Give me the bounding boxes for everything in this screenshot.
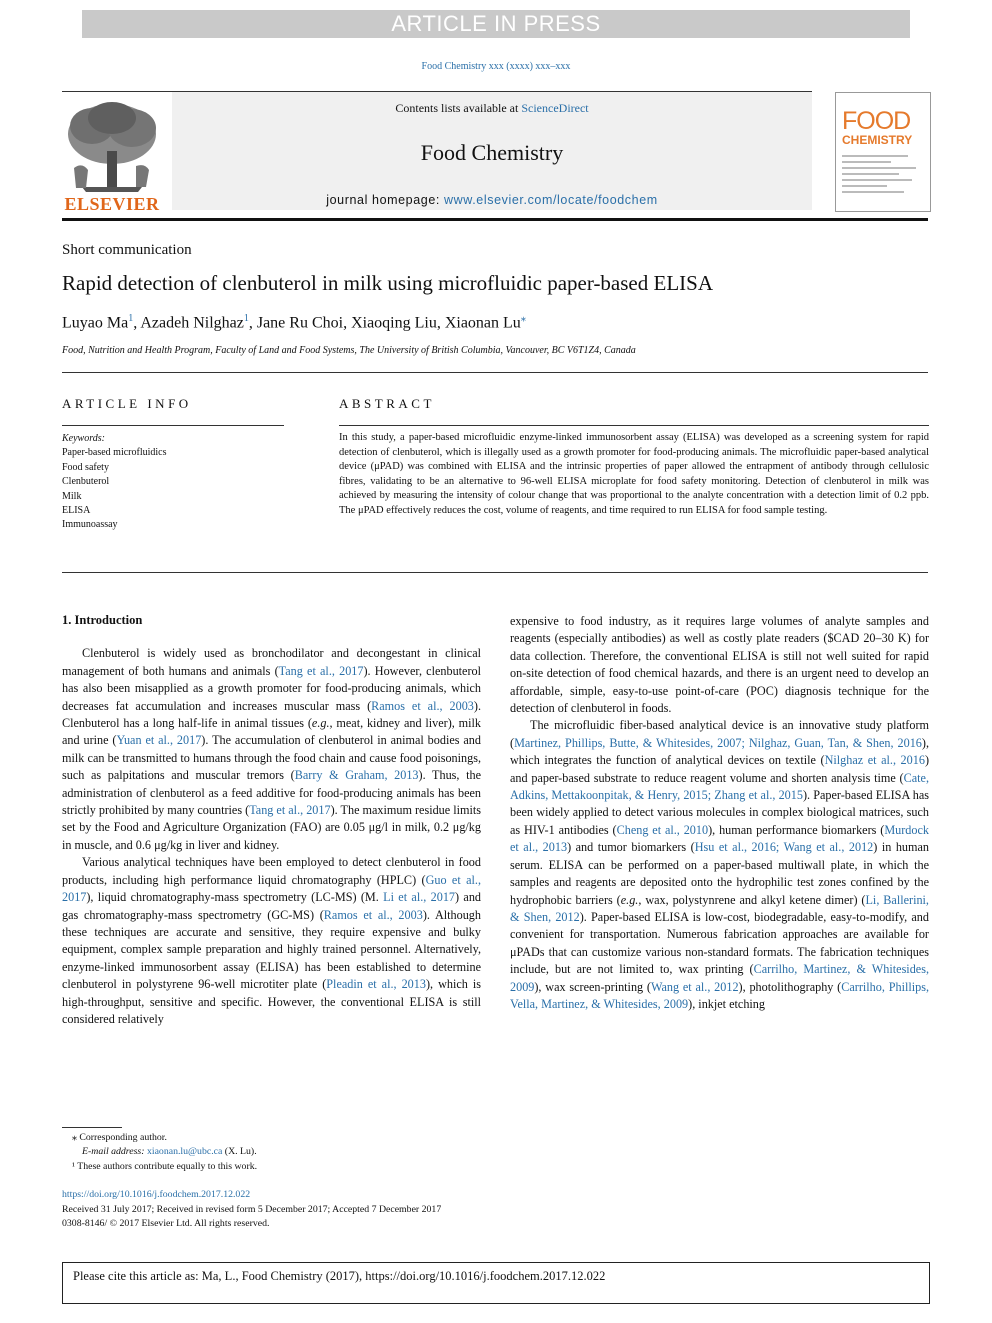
citation-link[interactable]: Yuan et al., 2017 — [116, 733, 202, 748]
cover-title-chemistry: CHEMISTRY — [842, 133, 913, 147]
author-mark[interactable]: 1 — [128, 313, 134, 324]
paragraph-text: ). Thus, the administration of clenbuterol as a feed additive for food-producing animals has been strictly prohibited by many countries ( — [62, 768, 481, 818]
paragraph-text: ) and paper-based substrate to reduce reagent volume and shorten analysis time ( — [510, 753, 929, 785]
author-separator: , — [248, 314, 257, 332]
paragraph-text: ) and tumor biomarkers ( — [567, 840, 695, 855]
article-in-press-banner: ARTICLE IN PRESS — [82, 10, 910, 38]
header-bottom-rule — [62, 218, 928, 221]
sciencedirect-link[interactable]: ScienceDirect — [521, 101, 589, 115]
paragraph-text: ). Clenbuterol has a long half-life in animal tissues ( — [62, 698, 481, 731]
citation-link[interactable]: Tang et al., 2017 — [278, 663, 364, 678]
citation-link[interactable]: Wang et al., 2012 — [650, 979, 739, 994]
homepage-link[interactable]: www.elsevier.com/locate/foodchem — [444, 193, 658, 207]
email-label: E-mail address: — [82, 1146, 145, 1158]
citation-link[interactable]: Martinez, Phillips, Butte, & Whitesides, 2007; Nilghaz, Guan, Tan, & Shen, 2016 — [514, 735, 922, 750]
paragraph-text: ). Paper-based ELISA has been widely applied to detect various molecules in complex biological matrices, such as HIV-1 antibodies ( — [510, 788, 929, 837]
paragraph-text: ) in human serum. ELISA can be performed on a paper-based multiwall plate, in which the samples and reagents are deposited onto the hydrophilic test zones confined by the hydrophobic barriers ( — [510, 840, 929, 907]
contents-prefix: Contents lists available at — [395, 101, 522, 115]
author-name[interactable]: Jane Ru Choi — [256, 314, 344, 332]
body-paragraph — [510, 613, 929, 717]
journal-reference[interactable]: Food Chemistry xxx (xxxx) xxx–xxx — [421, 61, 571, 72]
abstract-rule — [339, 425, 929, 426]
author-mark[interactable]: 1 — [243, 313, 249, 324]
italic-text: e.g., — [311, 716, 333, 731]
body-paragraph — [62, 645, 481, 854]
citation-link[interactable]: Cheng et al., 2010 — [616, 822, 709, 837]
citation-link[interactable]: Tang et al., 2017 — [249, 803, 331, 818]
footnote-rule — [62, 1127, 122, 1128]
article-type: Short communication — [62, 242, 192, 258]
author-separator: , — [133, 314, 141, 332]
citation-link[interactable]: Pleadin et al., 2013 — [326, 977, 426, 992]
email-note — [62, 1145, 257, 1159]
author-name[interactable]: Xiaoqing Liu — [351, 314, 437, 332]
italic-text: e.g., — [620, 892, 642, 907]
keyword: Immunoassay — [62, 519, 118, 531]
equal-contribution-note: ¹ These authors contribute equally to this work. — [72, 1160, 258, 1172]
contents-lists-line — [172, 101, 812, 116]
elsevier-wordmark: ELSEVIER — [64, 194, 160, 214]
paragraph-text: ). The accumulation of clenbuterol in animal bodies and milk can be transmitted to humans through the food chain and cause food poisonings, such as palpitations and muscular tremors ( — [62, 733, 481, 783]
citation-link[interactable]: Ramos et al., 2003 — [371, 698, 474, 713]
doi-link[interactable]: https://doi.org/10.1016/j.foodchem.2017.12.022 — [62, 1189, 251, 1200]
citation-link[interactable]: Barry & Graham, 2013 — [294, 768, 419, 783]
cover-title-food: FOOD — [842, 107, 911, 135]
citation-text: Please cite this article as: Ma, L., Food Chemistry (2017), https://doi.org/10.1016/j.foodchem.2017.12.022 — [73, 1269, 606, 1283]
paragraph-text: ). The maximum residue limits set by the Food and Agriculture Organization (FAO) are 0.05 μg/l in milk, 0.2 μg/kg in muscle, and 0.6 μg/kg in liver and kidney. — [62, 803, 482, 852]
author-name[interactable]: Xiaonan Lu — [444, 314, 521, 332]
abstract-heading: ABSTRACT — [339, 396, 435, 411]
body-right-column — [510, 613, 929, 1013]
paragraph-text: ), photolithography ( — [738, 979, 842, 994]
keyword: ELISA — [62, 505, 91, 517]
citation-link[interactable]: Murdock et al., 2013 — [510, 822, 929, 855]
paragraph-text: ), which is high-throughput, sensitive and specific. However, the conventional ELISA is still considered relatively — [62, 977, 482, 1026]
citation-link[interactable]: Carrilho, Martinez, & Whitesides, 2009 — [510, 962, 929, 994]
paragraph-text: expensive to food industry, as it requires large volumes of analyte samples and reagents (especially antibodies) as well as costly plate readers ($CAD 20–30 K) for data collection. Therefore, the conventional ELISA is still not well suited for rapid on-site detection of food chemical hazards, and there is an urgent need to develop an affordable, simple, easy-to-use point-of-care (POC) diagnosis technique for the detection of clenbuterol in foods. — [510, 614, 929, 716]
keyword: Clenbuterol — [62, 476, 110, 488]
author-separator: , — [343, 314, 352, 332]
paragraph-text: ), wax screen-printing ( — [534, 979, 651, 994]
article-title: Rapid detection of clenbuterol in milk using microfluidic paper-based ELISA — [62, 271, 713, 295]
author-name[interactable]: Azadeh Nilghaz — [140, 314, 244, 332]
footnotes — [62, 1131, 257, 1174]
journal-homepage-line — [172, 193, 812, 207]
author-separator: , — [436, 314, 445, 332]
paragraph-text: ). Although these techniques are accurate and sensitive, they require expensive and bulky equipment, complex sample preparation and highly trained personnel. Alternatively, enzyme-linked immunosorbent assay (ELISA) has been established to determine clenbuterol in polystyrene 96-well microtiter plate ( — [62, 907, 481, 992]
citation-box — [62, 1262, 930, 1304]
body-paragraph — [62, 854, 481, 1028]
article-info-rule — [62, 425, 284, 426]
affiliation: Food, Nutrition and Health Program, Faculty of Land and Food Systems, The University of British Columbia, Vancouver, BC V6T1Z4, Canada — [62, 345, 636, 356]
citation-link[interactable]: Nilghaz et al., 2016 — [824, 753, 925, 768]
paragraph-text: ). Paper-based ELISA is low-cost, biodegradable, easy-to-modify, and convenient for transportation. Numerous fabrication approaches are available for μPADs that can customize various non-standard formats. The fabrication techniques include, but are not limited to, wax printing ( — [510, 909, 929, 977]
citation-link[interactable]: Li, Ballerini, & Shen, 2012 — [510, 892, 929, 924]
email-link[interactable]: xiaonan.lu@ubc.ca — [146, 1146, 223, 1158]
paragraph-text: Various analytical techniques have been employed to detect clenbuterol in food products, including high performance liquid chromatography (HPLC) ( — [62, 855, 481, 887]
article-info-heading: ARTICLE INFO — [62, 396, 192, 411]
email-suffix: (X. Lu). — [222, 1146, 257, 1158]
paragraph-text: ), liquid chromatography-mass spectrometry (LC-MS) (M. — [86, 890, 384, 905]
author-name[interactable]: Luyao Ma — [62, 314, 129, 332]
paragraph-text: ), inkjet etching — [688, 996, 765, 1011]
paragraph-text: ), human performance biomarkers ( — [708, 822, 885, 837]
body-paragraph — [510, 717, 929, 1013]
paragraph-text: The microfluidic fiber-based analytical device is an innovative study platform ( — [510, 718, 929, 750]
paragraph-text: wax, polystynrene and alkyl ketene dimer) ( — [641, 892, 866, 907]
keywords-block — [62, 432, 167, 533]
homepage-prefix: journal homepage: — [326, 193, 445, 207]
paragraph-text: meat, kidney and liver), milk and urine ( — [62, 716, 481, 748]
abstract-text: In this study, a paper-based microfluidic enzyme-linked immunosorbent assay (ELISA) was developed as a screening system for rapid detection of clenbuterol, which is illegally used as a growth promoter for food-producing animals. The microfluidic paper-based analytical device (μPAD) was combined with ELISA and the intrinsic properties of paper allowed the entrapment of antibody through cellulosic fibres, validating to be an alternative to 96-well ELISA microplate for food safety monitoring. Detection of clenbuterol in milk was achieved by measuring the intensity of colour change that was proportional to the analyte concentration with a detection limit of 0.2 ppb. The μPAD effectively reduces the cost, volume of reagents, and time required to run ELISA for food sample testing. — [339, 432, 929, 516]
author-list — [62, 313, 526, 332]
title-separator-rule — [62, 372, 928, 373]
keyword: Food safety — [62, 461, 109, 473]
received-dates: Received 31 July 2017; Received in revised form 5 December 2017; Accepted 7 December 2017 — [62, 1203, 442, 1215]
section-heading: 1. Introduction — [62, 613, 143, 627]
abstract-bottom-rule — [62, 572, 928, 573]
citation-link[interactable]: Ramos et al., 2003 — [323, 907, 423, 922]
journal-title: Food Chemistry — [420, 140, 564, 165]
cover-text-lines — [842, 155, 924, 197]
publication-info — [62, 1188, 441, 1232]
copyright: 0308-8146/ © 2017 Elsevier Ltd. All rights reserved. — [62, 1218, 270, 1230]
citation-link[interactable]: Carrilho, Phillips, Vella, Martinez, & Whitesides, 2009 — [510, 979, 929, 1011]
citation-link[interactable]: Guo et al., 2017 — [62, 872, 481, 905]
citation-link[interactable]: Li et al., 2017 — [383, 890, 456, 905]
keywords-label: Keywords: — [62, 433, 105, 444]
citation-link[interactable]: Hsu et al., 2016; Wang et al., 2012 — [694, 840, 874, 855]
paragraph-text: Clenbuterol is widely used as bronchodilator and decongestant in clinical management of both humans and animals ( — [62, 646, 481, 678]
paragraph-text: ). However, clenbuterol has also been misapplied as a growth promoter for food-producing animals, which decreases fat accumulation and increases muscular mass ( — [62, 663, 482, 713]
keyword: Paper-based microfluidics — [62, 447, 167, 459]
citation-link[interactable]: Cate, Adkins, Mettakoonpitak, & Henry, 2015; Zhang et al., 2015 — [510, 770, 929, 803]
corresponding-note: ⁎ Corresponding author. — [72, 1132, 167, 1143]
author-mark[interactable]: ⁎ — [520, 313, 526, 324]
journal-cover-thumbnail — [835, 92, 931, 212]
keyword: Milk — [62, 490, 82, 502]
body-left-column — [62, 612, 481, 1028]
paragraph-text: ) and gas chromatography-mass spectrometry (GC-MS) ( — [62, 890, 482, 922]
paragraph-text: ), which integrates the function of analytical devices on textile ( — [510, 735, 929, 768]
